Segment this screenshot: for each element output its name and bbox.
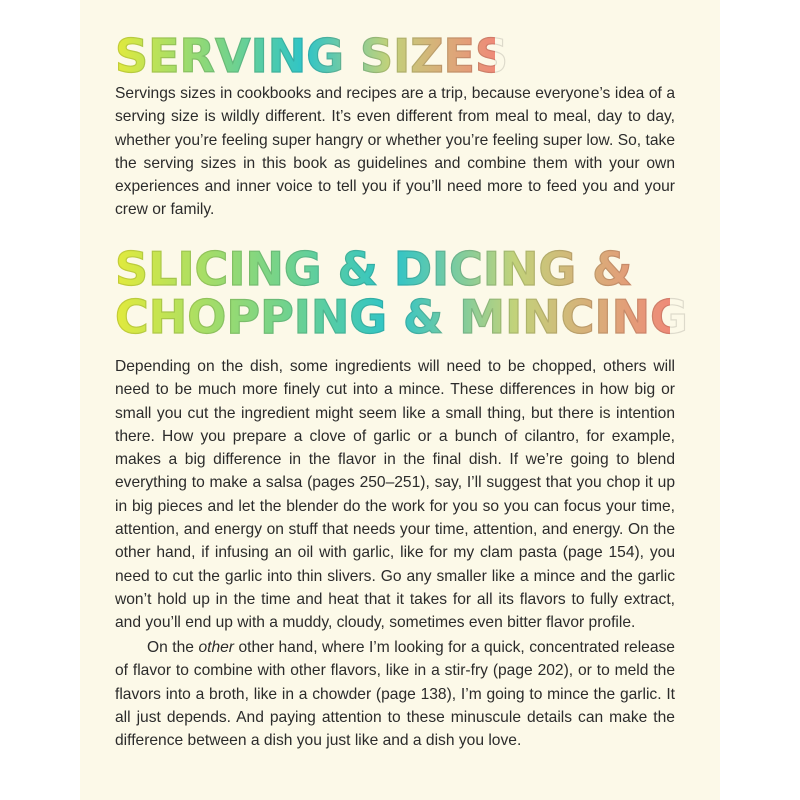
para2-rest: other hand, where I’m looking for a quick, concentrated release of flavor to combine with other flavors, like in a stir-fry (page 202), or to meld the flavors into a broth, like in a chowder (page 138), I’m going to mince the garlic. It all just depends. And paying attention to these minuscule details can make the difference between a dish you just like and a dish you love. — [115, 639, 675, 750]
slicing-text-2 — [115, 636, 675, 752]
slicing-paragraph-1 — [115, 355, 675, 635]
serving-sizes-heading: SERVING SIZES — [115, 29, 509, 83]
slicing-text-1: Depending on the dish, some ingredients will need to be chopped, others will need to be much more finely cut into a mince. These differences in how big or small you cut the ingredient might seem like a small thing, but there is intention there. How you prepare a clove of garlic or a bunch of cilantro, for example, makes a big difference in the flavor in the final dish. If we’re going to blend everything to make a salsa (pages 250–251), say, I’ll suggest that you chop it up in big pieces and let the blender do the work for you so you can focus your time, attention, and energy on stuff that needs your time, attention, and energy. On the other hand, if infusing an oil with garlic, like for my clam pasta (page 154), you need to cut the garlic into thin slivers. Go any smaller like a mince and the garlic won’t hold up in the time and heat that it takes for all its flavors to fully extract, and you’ll end up with a muddy, cloudy, sometimes even bitter flavor profile. — [115, 358, 675, 632]
book-page — [80, 0, 720, 800]
slicing-heading-line-1: SLICING & DICING & — [115, 242, 633, 296]
serving-sizes-paragraph — [115, 82, 675, 222]
slicing-heading-line-2: CHOPPING & MINCING — [115, 290, 688, 344]
para2-start: On the — [147, 639, 199, 656]
slicing-dicing-heading — [115, 242, 688, 344]
para2-emphasis: other — [198, 639, 234, 656]
serving-sizes-text: Servings sizes in cookbooks and recipes are a trip, because everyone’s idea of a serving size is wildly different. It’s even different from meal to meal, day to day, whether you’re feeling super hangry or whether you’re feeling super low. So, take the serving sizes in this book as guidelines and combine them with your own experiences and inner voice to tell you if you’ll need more to feed you and your crew or family. — [115, 85, 675, 219]
slicing-paragraph-2 — [115, 636, 675, 752]
